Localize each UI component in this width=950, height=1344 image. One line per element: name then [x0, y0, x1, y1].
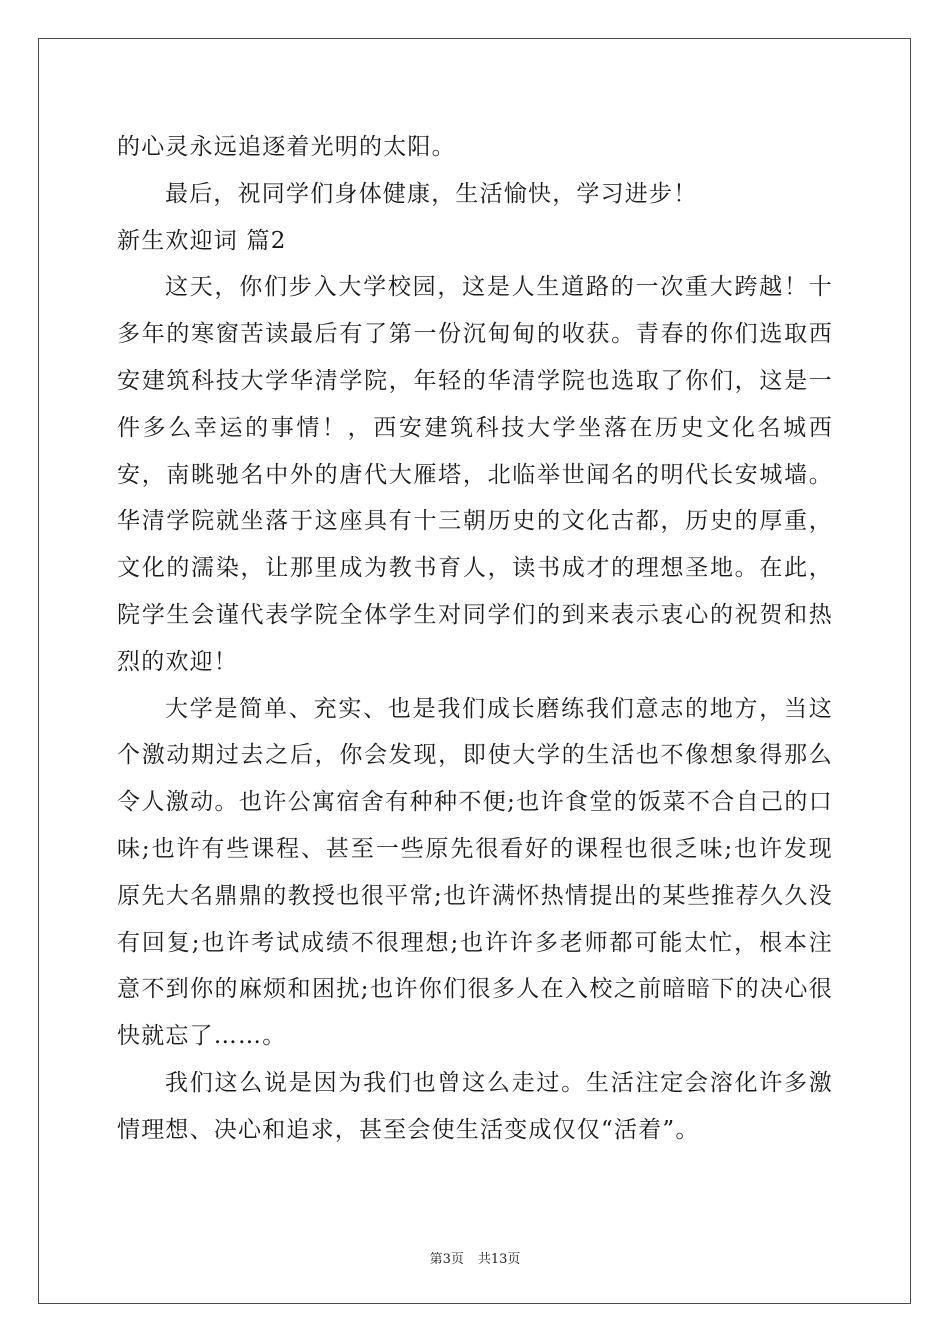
paragraph-welcome: 这天，你们步入大学校园，这是人生道路的一次重大跨越！十多年的寒窗苦读最后有了第一份沉甸甸的收获。青春的你们选取西安建筑科技大学华清学院，年轻的华清学院也选取了你们，这是一件多么幸运的事情！，西安建筑科技大学坐落在历史文化名城西安，南眺驰名中外的唐代大雁塔，北临举世闻名的明代长安城墙。华清学院就坐落于这座具有十三朝历史的文化古都，历史的厚重，文化的濡染，让那里成为教书育人，读书成才的理想圣地。在此，院学生会谨代表学院全体学生对同学们的到来表示衷心的祝贺和热烈的欢迎！ — [117, 274, 833, 675]
page-total: 共13页 — [477, 1252, 521, 1267]
page-footer — [0, 1248, 950, 1267]
paragraph-continuation: 的心灵永远追逐着光明的太阳。 — [117, 134, 456, 160]
section-heading: 新生欢迎词 篇2 — [117, 227, 287, 254]
paragraph-closing-wish: 最后，祝同学们身体健康，生活愉快，学习进步！ — [165, 180, 698, 207]
page-number: 第3页 — [429, 1252, 464, 1267]
paragraph-experience: 我们这么说是因为我们也曾这么走过。生活注定会溶化许多激情理想、决心和追求，甚至会使生活变成仅仅“活着”。 — [117, 1069, 833, 1143]
document-body — [117, 124, 833, 1154]
paragraph-university-life: 大学是简单、充实、也是我们成长磨练我们意志的地方，当这个激动期过去之后，你会发现，即使大学的生活也不像想象得那么令人激动。也许公寓宿舍有种种不便;也许食堂的饭菜不合自己的口味;也许有些课程、甚至一些原先很看好的课程也很乏味;也许发现原先大名鼎鼎的教授也很平常;也许满怀热情提出的某些推荐久久没有回复;也许考试成绩不很理想;也许许多老师都可能太忙，根本注意不到你的麻烦和困扰;也许你们很多人在入校之前暗暗下的决心很快就忘了……。 — [117, 695, 833, 1050]
